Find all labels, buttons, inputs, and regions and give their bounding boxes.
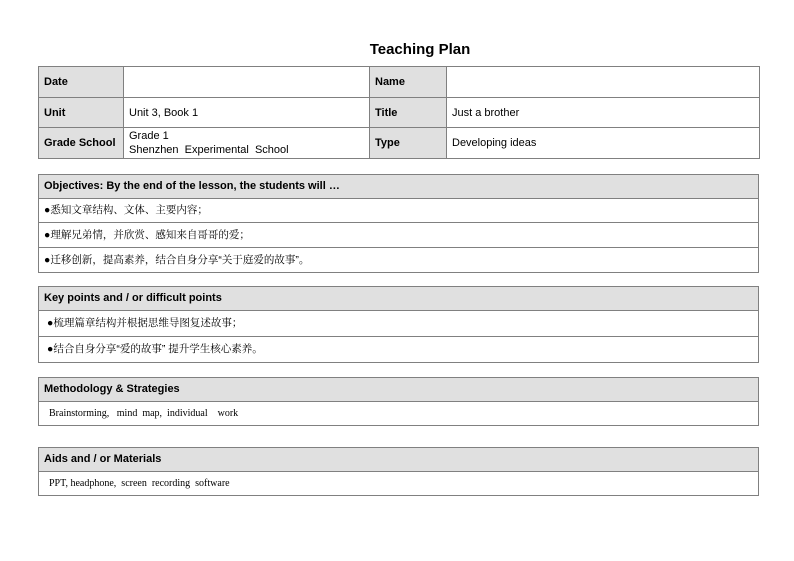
objective-item-3: ●迁移创新，提高素养，结合自身分享“关于庭爱的故事”。 (44, 254, 310, 266)
type-label: Type (370, 128, 447, 159)
date-label: Date (39, 67, 124, 98)
name-value[interactable] (447, 67, 760, 98)
grade-label: Grade School (39, 128, 124, 159)
grade-line1: Grade 1 (129, 130, 169, 142)
type-value[interactable]: Developing ideas (447, 128, 760, 159)
name-label: Name (370, 67, 447, 98)
aids-content: PPT, headphone, screen recording software (49, 478, 230, 489)
methodology-content: Brainstorming, mind map, individual work (49, 408, 239, 419)
keypoint-item-1: ●梳理篇章结构并根据思维导图复述故事； (39, 311, 758, 337)
methodology-heading: Methodology & Strategies (39, 378, 758, 402)
methodology-section (38, 377, 759, 426)
info-row-date (39, 67, 760, 98)
objective-item-1: ●悉知文章结构、文体、主要内容； (39, 199, 758, 223)
keypoints-section (38, 286, 759, 363)
keypoints-heading: Key points and / or difficult points (39, 287, 758, 311)
grade-line2: Shenzhen Experimental School (129, 144, 289, 156)
objectives-heading: Objectives: By the end of the lesson, the students will … (39, 175, 758, 199)
aids-section (38, 447, 759, 496)
keypoint-item-2: ●结合自身分享“爱的故事” 提升学生核心素养。 (47, 343, 263, 355)
title-label: Title (370, 98, 447, 128)
aids-heading: Aids and / or Materials (39, 448, 758, 472)
info-row-unit (39, 98, 760, 128)
objective-item-2: ●理解兄弟情，并欣赏、感知来自哥哥的爱； (39, 223, 758, 248)
title-value[interactable]: Just a brother (447, 98, 760, 128)
info-table (38, 66, 760, 159)
info-row-grade (39, 128, 760, 159)
date-value[interactable] (124, 67, 370, 98)
page-title: Teaching Plan (369, 41, 471, 58)
grade-value[interactable] (124, 128, 370, 159)
unit-value[interactable]: Unit 3, Book 1 (124, 98, 370, 128)
unit-label: Unit (39, 98, 124, 128)
objectives-section (38, 174, 759, 273)
